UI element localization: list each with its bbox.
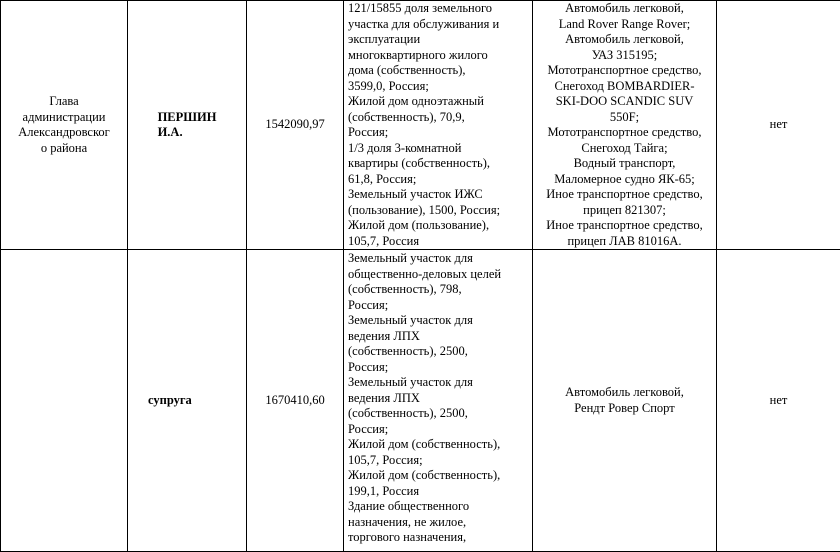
property-line: Здание общественного bbox=[348, 499, 530, 515]
property-line: ведения ЛПХ bbox=[348, 329, 530, 345]
position-line: Глава bbox=[1, 94, 127, 110]
position-cell bbox=[1, 250, 128, 552]
deals-cell: нет bbox=[717, 1, 840, 250]
property-line: Земельный участок для bbox=[348, 251, 530, 267]
name-cell bbox=[128, 250, 247, 552]
vehicle-line: Водный транспорт, bbox=[533, 156, 716, 172]
property-line: (пользование), 1500, Россия; bbox=[348, 203, 530, 219]
vehicle-line: SKI-DOO SCANDIC SUV bbox=[533, 94, 716, 110]
property-line: квартиры (собственность), bbox=[348, 156, 530, 172]
vehicle-line: УАЗ 315195; bbox=[533, 48, 716, 64]
property-line: (собственность), 2500, bbox=[348, 344, 530, 360]
position-cell bbox=[1, 1, 128, 250]
vehicle-cell bbox=[533, 1, 717, 250]
property-line: участка для обслуживания и bbox=[348, 17, 530, 33]
property-line: Россия; bbox=[348, 298, 530, 314]
vehicle-line: Автомобиль легковой, bbox=[533, 385, 716, 401]
property-line: 61,8, Россия; bbox=[348, 172, 530, 188]
vehicle-line: Маломерное судно ЯК-65; bbox=[533, 172, 716, 188]
property-line: 3599,0, Россия; bbox=[348, 79, 530, 95]
deals-cell: нет bbox=[717, 250, 840, 552]
name-line: И.А. bbox=[158, 125, 217, 141]
income-cell: 1542090,97 bbox=[247, 1, 344, 250]
property-line: 199,1, Россия bbox=[348, 484, 530, 500]
position-line: о района bbox=[1, 141, 127, 157]
property-line: многоквартирного жилого bbox=[348, 48, 530, 64]
property-line: 105,7, Россия; bbox=[348, 453, 530, 469]
vehicle-line: 550F; bbox=[533, 110, 716, 126]
table-row bbox=[1, 250, 840, 552]
income-cell: 1670410,60 bbox=[247, 250, 344, 552]
property-line: назначения, не жилое, bbox=[348, 515, 530, 531]
vehicle-line: прицеп 821307; bbox=[533, 203, 716, 219]
vehicle-cell bbox=[533, 250, 717, 552]
property-line: дома (собственность), bbox=[348, 63, 530, 79]
property-line: общественно-деловых целей bbox=[348, 267, 530, 283]
name-line: супруга bbox=[148, 393, 192, 407]
vehicle-line: Land Rover Range Rover; bbox=[533, 17, 716, 33]
vehicle-line: прицеп ЛАВ 81016А. bbox=[533, 234, 716, 250]
vehicle-line: Снегоход BOMBARDIER- bbox=[533, 79, 716, 95]
name-cell bbox=[128, 1, 247, 250]
vehicle-line: Автомобиль легковой, bbox=[533, 1, 716, 17]
property-line: 1/3 доля 3-комнатной bbox=[348, 141, 530, 157]
property-cell bbox=[344, 250, 533, 552]
vehicle-line: Мототранспортное средство, bbox=[533, 63, 716, 79]
table-row bbox=[1, 1, 840, 250]
property-line: (собственность), 70,9, bbox=[348, 110, 530, 126]
property-line: Жилой дом одноэтажный bbox=[348, 94, 530, 110]
property-line: Земельный участок для bbox=[348, 375, 530, 391]
property-line: Земельный участок ИЖС bbox=[348, 187, 530, 203]
property-line: 121/15855 доля земельного bbox=[348, 1, 530, 17]
property-line: (собственность), 798, bbox=[348, 282, 530, 298]
property-line: Россия; bbox=[348, 125, 530, 141]
property-line: (собственность), 2500, bbox=[348, 406, 530, 422]
vehicle-line: Автомобиль легковой, bbox=[533, 32, 716, 48]
property-line: Жилой дом (собственность), bbox=[348, 468, 530, 484]
vehicle-line: Иное транспортное средство, bbox=[533, 218, 716, 234]
property-line: Земельный участок для bbox=[348, 313, 530, 329]
property-line: Россия; bbox=[348, 360, 530, 376]
name-line: ПЕРШИН bbox=[158, 110, 217, 126]
property-line: эксплуатации bbox=[348, 32, 530, 48]
property-cell bbox=[344, 1, 533, 250]
vehicle-line: Мототранспортное средство, bbox=[533, 125, 716, 141]
property-line: ведения ЛПХ bbox=[348, 391, 530, 407]
vehicle-line: Иное транспортное средство, bbox=[533, 187, 716, 203]
position-line: Александровског bbox=[1, 125, 127, 141]
vehicle-line: Снегоход Тайга; bbox=[533, 141, 716, 157]
property-line: Жилой дом (собственность), bbox=[348, 437, 530, 453]
property-line: 105,7, Россия bbox=[348, 234, 530, 250]
position-line: администрации bbox=[1, 110, 127, 126]
property-line: Жилой дом (пользование), bbox=[348, 218, 530, 234]
vehicle-line: Рендт Ровер Спорт bbox=[533, 401, 716, 417]
property-line: Россия; bbox=[348, 422, 530, 438]
property-line: торгового назначения, bbox=[348, 530, 530, 546]
